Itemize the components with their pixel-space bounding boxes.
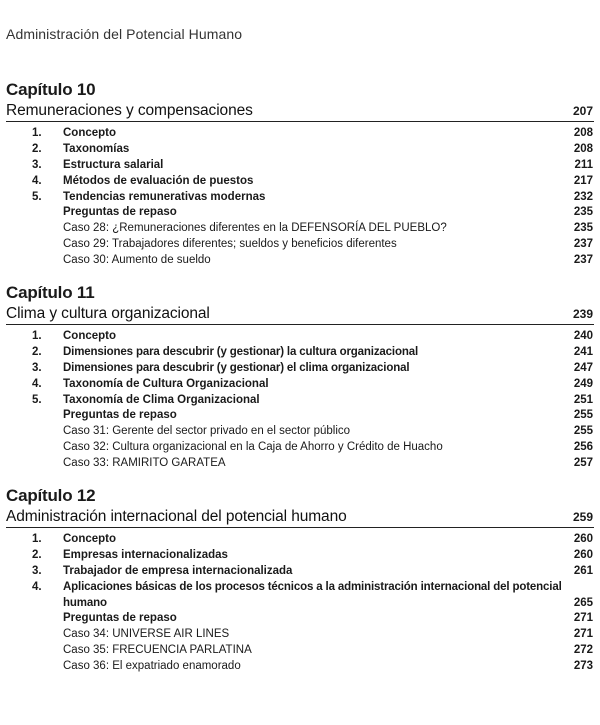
chapter-10 (6, 80, 594, 269)
toc-entry-review (6, 205, 594, 221)
entry-page: 271 (573, 628, 593, 641)
entry-number: 1. (32, 127, 42, 139)
entry-number: 3. (32, 361, 42, 374)
toc-entry-review (6, 611, 594, 627)
entry-page: 251 (573, 393, 593, 406)
entry-title: Dimensiones para descubrir (y gestionar) el clima organizacional (63, 361, 410, 374)
entry-page: 237 (573, 254, 593, 267)
chapter-page-number: 207 (572, 104, 593, 118)
entry-number: 2. (32, 345, 42, 358)
entry-title: Caso 32: Cultura organizacional en la Caja de Ahorro y Crédito de Huacho (63, 441, 443, 454)
chapter-label: Capítulo 12 (6, 486, 96, 505)
entry-page: 235 (573, 206, 593, 219)
entry-title: Preguntas de repaso (63, 206, 177, 219)
toc-entry-case (6, 440, 594, 456)
entry-title: Caso 36: El expatriado enamorado (63, 660, 241, 673)
entry-title: Preguntas de repaso (63, 612, 177, 625)
entry-title: Taxonomías (63, 142, 130, 155)
toc-entry (6, 158, 594, 174)
entry-page: 235 (573, 222, 593, 235)
entry-page: 272 (573, 644, 593, 657)
entry-page: 273 (573, 660, 593, 673)
toc-entry (6, 393, 594, 409)
entry-page: 232 (573, 190, 593, 203)
entry-page: 257 (573, 457, 593, 470)
entry-number: 3. (32, 564, 42, 577)
toc-entry-review (6, 408, 594, 424)
entry-title: Concepto (63, 533, 117, 545)
entry-number: 1. (32, 330, 42, 342)
entry-title: Trabajador de empresa internacionalizada (63, 564, 293, 577)
entry-title: Caso 34: UNIVERSE AIR LINES (63, 628, 230, 641)
chapter-page-number: 259 (572, 510, 593, 524)
entry-page: 247 (573, 361, 593, 374)
entry-title: Caso 28: ¿Remuneraciones diferentes en la DEFENSORÍA DEL PUEBLO? (63, 222, 447, 235)
chapter-label: Capítulo 10 (6, 80, 96, 99)
entry-title: Taxonomía de Clima Organizacional (63, 393, 260, 406)
entry-page: 261 (573, 564, 593, 577)
entry-page: 265 (573, 596, 593, 609)
entry-number: 2. (32, 142, 42, 155)
entry-number: 3. (32, 158, 42, 171)
entry-title: Tendencias remunerativas modernas (63, 190, 266, 203)
entry-page: 208 (573, 127, 593, 139)
entry-number: 4. (32, 377, 42, 390)
entry-page: 255 (573, 409, 593, 422)
running-head: Administración del Potencial Humano (6, 26, 243, 42)
entry-number: 4. (32, 174, 42, 187)
entry-number: 5. (32, 190, 42, 203)
toc-entry (6, 548, 594, 564)
toc-entry-case (6, 221, 594, 237)
entry-title: Métodos de evaluación de puestos (63, 174, 254, 187)
entry-page: 241 (573, 345, 593, 358)
chapter-11 (6, 283, 594, 472)
entry-title: Caso 35: FRECUENCIA PARLATINA (63, 644, 252, 657)
entry-title: Preguntas de repaso (63, 409, 177, 422)
entry-page: 208 (573, 142, 593, 155)
toc-entry-case (6, 237, 594, 253)
toc-entry (6, 174, 594, 190)
toc-entry (6, 361, 594, 377)
entry-title: Concepto (63, 127, 117, 139)
toc-entry (6, 345, 594, 361)
chapter-title: Remuneraciones y compensaciones (6, 102, 253, 119)
entry-title: Caso 33: RAMIRITO GARATEA (63, 457, 226, 470)
entry-title: Caso 31: Gerente del sector privado en el sector público (63, 425, 351, 438)
entry-number: 5. (32, 393, 42, 406)
entry-title: Estructura salarial (63, 158, 164, 171)
entry-number: 2. (32, 548, 42, 561)
toc-entry (6, 190, 594, 206)
chapter-12 (6, 486, 594, 675)
entry-title: Caso 29: Trabajadores diferentes; sueldos y beneficios diferentes (63, 238, 397, 251)
toc-entry (6, 329, 594, 345)
chapter-page-number: 239 (572, 307, 593, 321)
entry-number: 4. (32, 580, 42, 593)
toc-entry (6, 580, 594, 612)
entry-page: 256 (573, 441, 593, 454)
entry-page: 260 (573, 533, 593, 545)
entry-title: Concepto (63, 330, 117, 342)
chapter-title: Administración internacional del potencial humano (6, 508, 347, 525)
toc-entry (6, 377, 594, 393)
chapter-title: Clima y cultura organizacional (6, 305, 210, 322)
entry-page: 217 (573, 174, 593, 187)
entry-page: 260 (573, 548, 593, 561)
entry-title: Dimensiones para descubrir (y gestionar) la cultura organizacional (63, 345, 419, 358)
chapter-label: Capítulo 11 (6, 283, 95, 302)
chapter-title-row (6, 304, 594, 325)
entry-page: 249 (573, 377, 593, 390)
entry-page: 211 (574, 158, 593, 171)
toc-entry-case (6, 643, 594, 659)
entry-page: 240 (573, 330, 593, 342)
chapter-title-row (6, 101, 594, 122)
toc-entry-case (6, 627, 594, 643)
entry-title: Caso 30: Aumento de sueldo (63, 254, 211, 267)
entry-title: Empresas internacionalizadas (63, 548, 228, 561)
toc-entry-case (6, 424, 594, 440)
toc-entry-case (6, 659, 594, 675)
entry-title: Aplicaciones básicas de los procesos técnicos a la administración internacional del potencial humano (63, 580, 562, 609)
toc-entry (6, 564, 594, 580)
toc-entry-case (6, 456, 594, 472)
toc-entry-list (6, 329, 594, 472)
toc-entry (6, 126, 594, 142)
entry-number: 1. (32, 533, 42, 545)
toc-entry (6, 142, 594, 158)
chapter-title-row (6, 507, 594, 528)
entry-page: 255 (573, 425, 593, 438)
entry-page: 237 (573, 238, 593, 251)
toc-entry-list (6, 532, 594, 675)
toc-entry-case (6, 253, 594, 269)
entry-page: 271 (573, 612, 593, 625)
entry-title: Taxonomía de Cultura Organizacional (63, 377, 269, 390)
toc-entry-list (6, 126, 594, 269)
toc-entry (6, 532, 594, 548)
